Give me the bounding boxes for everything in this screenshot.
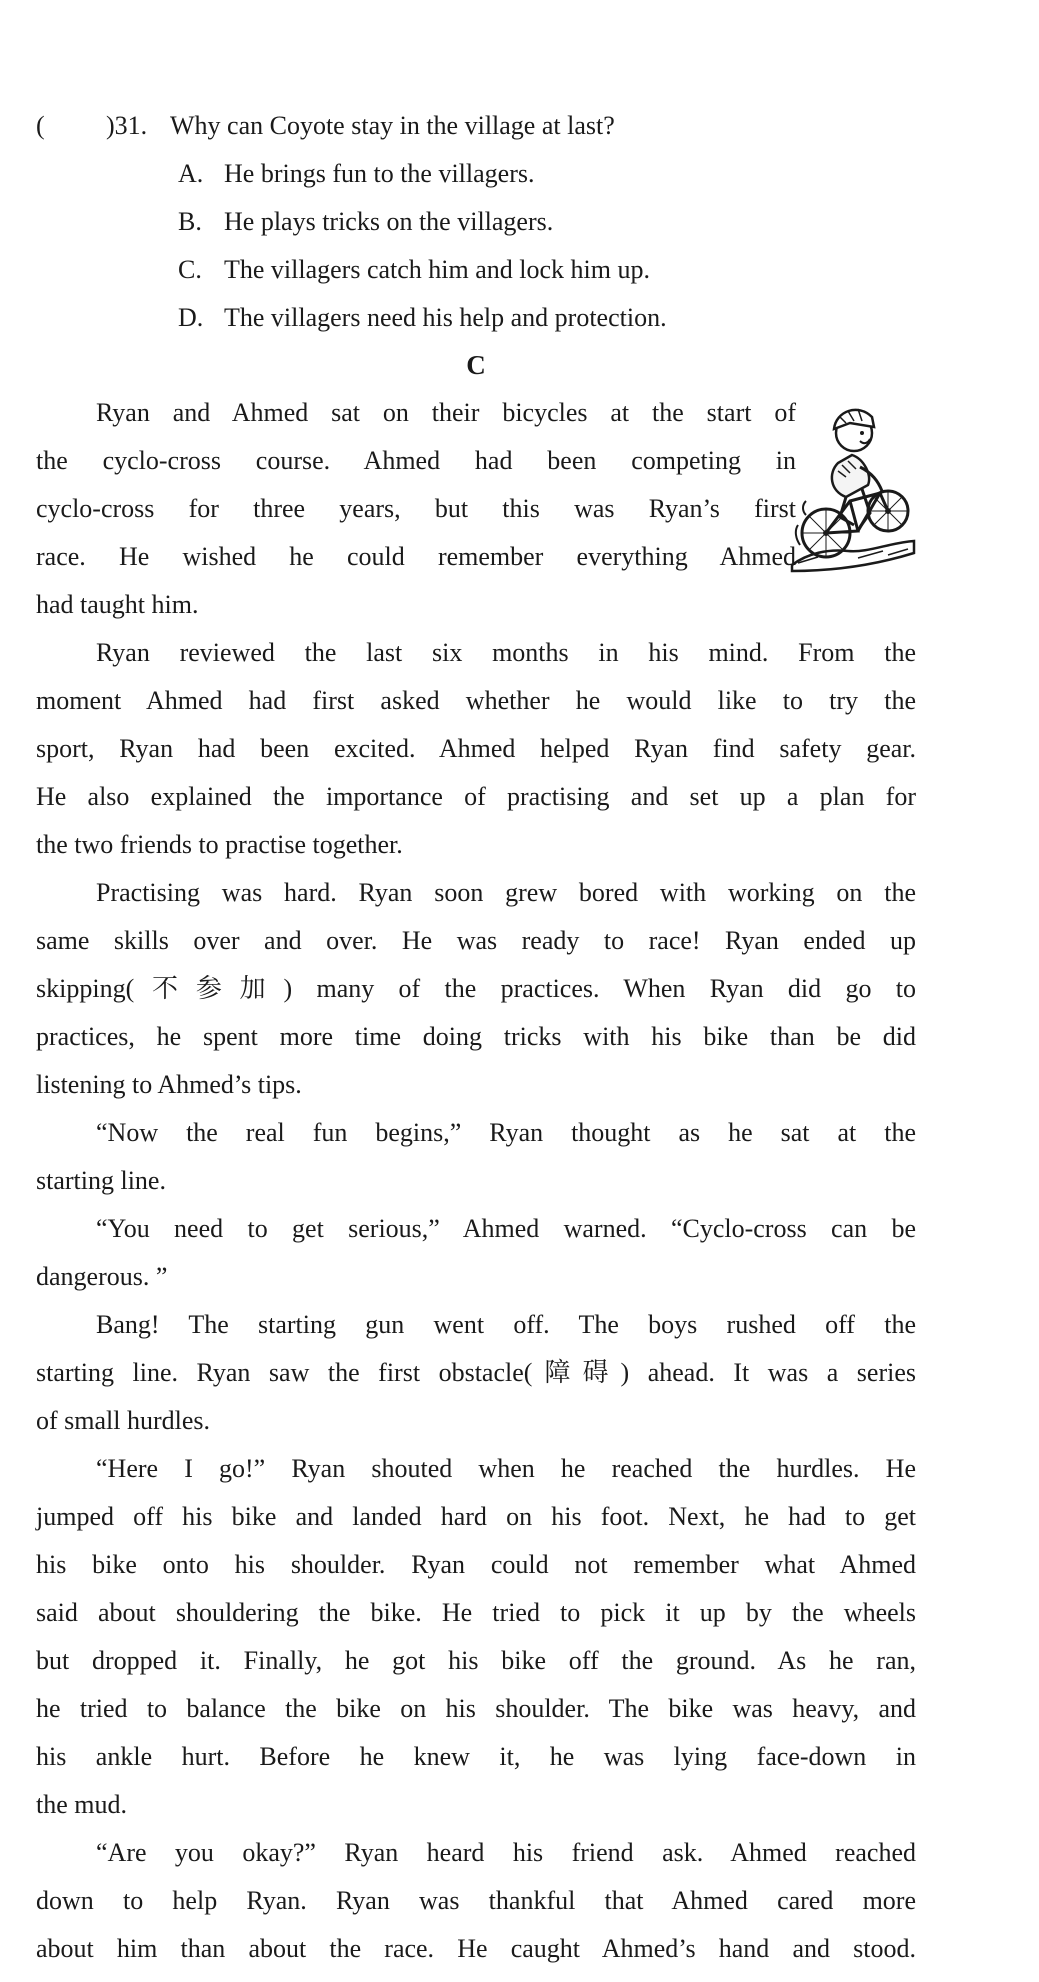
passage-line: practices, he spent more time doing tricks with his bike than be did: [36, 1022, 916, 1051]
passage-line: “Now the real fun begins,” Ryan thought as he sat at the: [96, 1118, 916, 1147]
passage-line: “Are you okay?” Ryan heard his friend ask. Ahmed reached: [96, 1838, 916, 1867]
passage-line: moment Ahmed had first asked whether he would like to try the: [36, 686, 916, 715]
option-letter: D.: [178, 303, 204, 332]
section-title: C: [466, 350, 486, 380]
option-text: He brings fun to the villagers.: [224, 159, 535, 188]
option-text: He plays tricks on the villagers.: [224, 207, 554, 236]
passage-line: said about shouldering the bike. He tried to pick it up by the wheels: [36, 1598, 916, 1627]
question-31: [36, 106, 615, 146]
passage-line: listening to Ahmed’s tips.: [36, 1070, 302, 1099]
option-text: The villagers catch him and lock him up.: [224, 255, 650, 284]
passage-line: he tried to balance the bike on his shoulder. The bike was heavy, and: [36, 1694, 916, 1723]
cyclist-illustration: [788, 393, 918, 573]
option-d: [178, 298, 667, 338]
passage-line: about him than about the race. He caught Ahmed’s hand and stood.: [36, 1934, 916, 1963]
passage-line: but dropped it. Finally, he got his bike off the ground. As he ran,: [36, 1646, 916, 1675]
passage-line: same skills over and over. He was ready to race! Ryan ended up: [36, 926, 916, 955]
passage-line: his ankle hurt. Before he knew it, he was lying face-down in: [36, 1742, 916, 1771]
passage-line: dangerous. ”: [36, 1262, 168, 1291]
passage-line: Bang! The starting gun went off. The boys rushed off the: [96, 1310, 916, 1339]
question-text: Why can Coyote stay in the village at last?: [170, 111, 615, 140]
passage-line: “You need to get serious,” Ahmed warned. “Cyclo-cross can be: [96, 1214, 916, 1243]
passage-line: of small hurdles.: [36, 1406, 211, 1435]
passage-line: his bike onto his shoulder. Ryan could not remember what Ahmed: [36, 1550, 916, 1579]
passage-line: starting line.: [36, 1166, 166, 1195]
answer-blank[interactable]: (: [36, 111, 45, 140]
passage-line: the two friends to practise together.: [36, 830, 403, 859]
passage-line: cyclo-cross for three years, but this was Ryan’s first: [36, 494, 796, 523]
passage-line: the mud.: [36, 1790, 127, 1819]
question-number: )31.: [106, 111, 148, 140]
passage-line: Practising was hard. Ryan soon grew bored with working on the: [96, 878, 916, 907]
passage-line: had taught him.: [36, 590, 199, 619]
passage-line: sport, Ryan had been excited. Ahmed helped Ryan find safety gear.: [36, 734, 916, 763]
option-text: The villagers need his help and protection.: [224, 303, 667, 332]
passage-line: He also explained the importance of practising and set up a plan for: [36, 782, 916, 811]
option-letter: A.: [178, 159, 204, 188]
option-c: [178, 250, 650, 290]
option-a: [178, 154, 535, 194]
passage-line: Ryan reviewed the last six months in his mind. From the: [96, 638, 916, 667]
passage-line: the cyclo-cross course. Ahmed had been competing in: [36, 446, 796, 475]
passage-line: race. He wished he could remember everything Ahmed: [36, 542, 796, 571]
passage-line: starting line. Ryan saw the first obstacle(障碍) ahead. It was a series: [36, 1358, 916, 1387]
option-letter: B.: [178, 207, 202, 236]
passage-line: jumped off his bike and landed hard on his foot. Next, he had to get: [36, 1502, 916, 1531]
passage-line: Ryan and Ahmed sat on their bicycles at the start of: [96, 398, 796, 427]
passage-line: “Here I go!” Ryan shouted when he reached the hurdles. He: [96, 1454, 916, 1483]
passage-line: down to help Ryan. Ryan was thankful that Ahmed cared more: [36, 1886, 916, 1915]
option-b: [178, 202, 553, 242]
passage-line: skipping(不参加) many of the practices. When Ryan did go to: [36, 974, 916, 1003]
option-letter: C.: [178, 255, 202, 284]
